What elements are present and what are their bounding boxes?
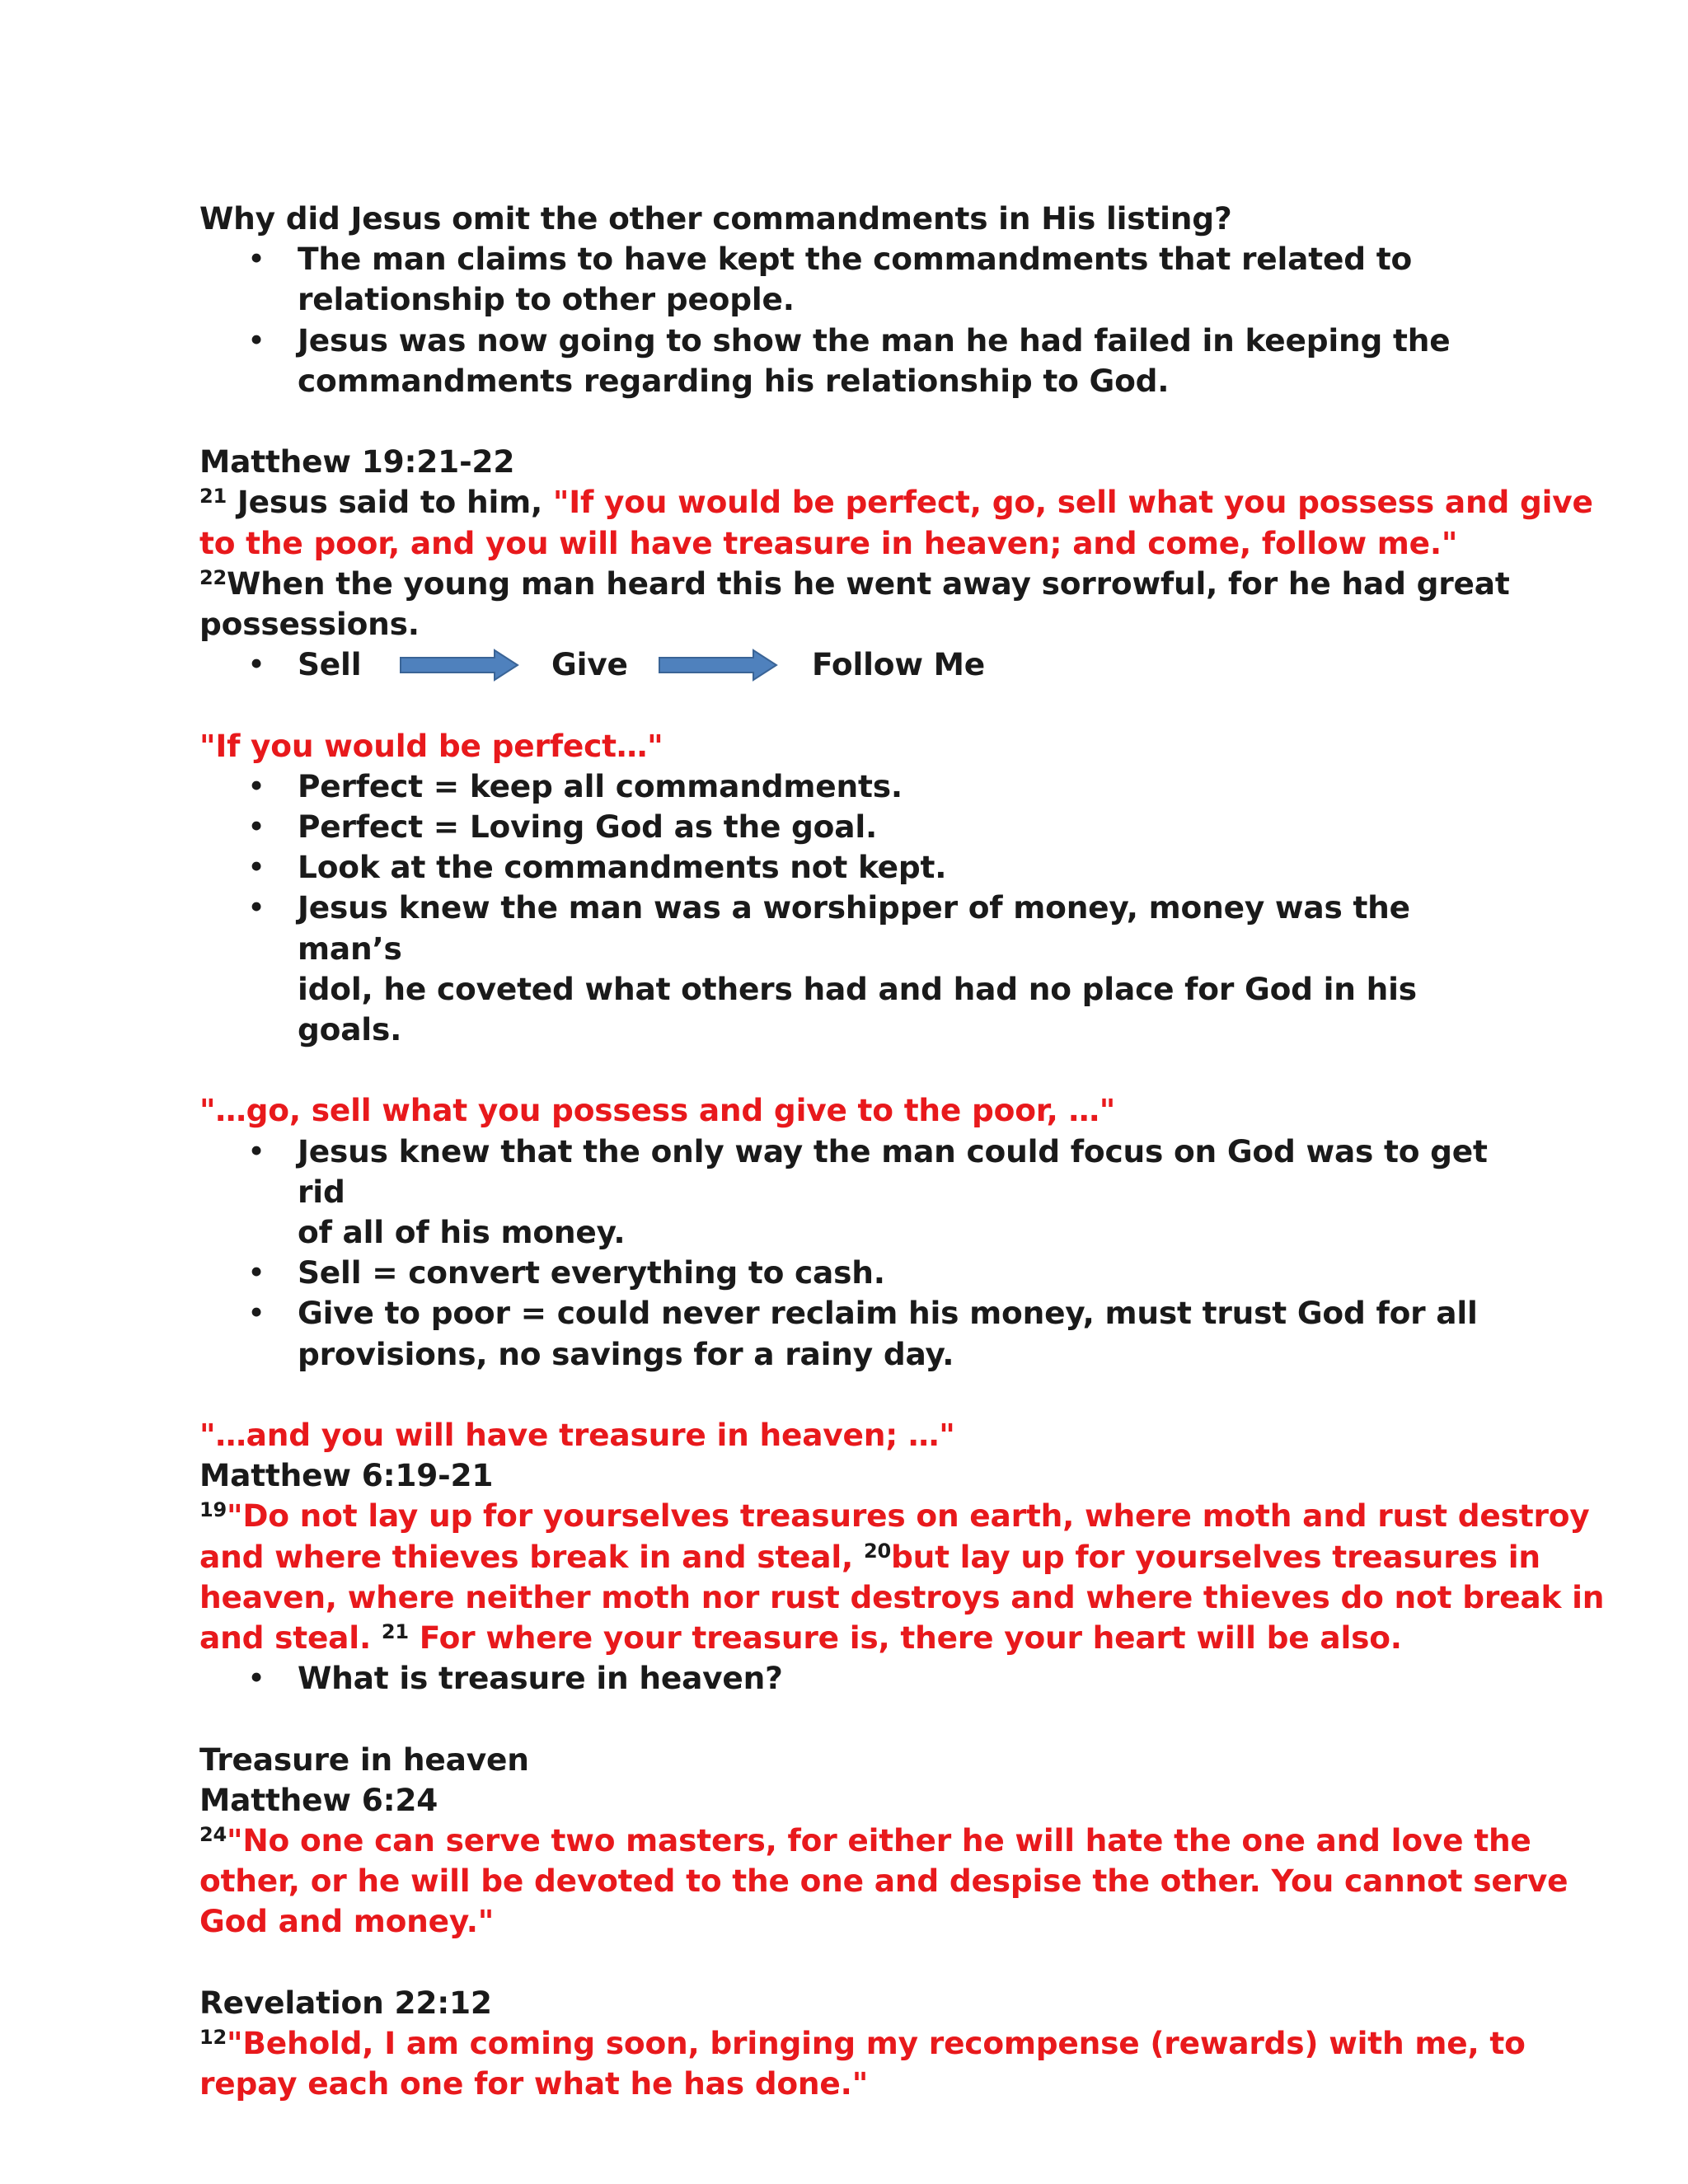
right-arrow-icon [658,649,778,682]
quote-text: repay each one for what he has done." [199,2065,869,2102]
bullet-icon: • [247,849,265,886]
bullet-list [199,1658,1502,1699]
quote-text: but lay up for yourselves treasures in [890,1538,1540,1575]
scripture-reference: Matthew 6:19-21 [199,1457,494,1494]
scripture-reference: Matthew 6:24 [199,1781,438,1818]
bullet-text: Jesus was now going to show the man he had failed in keeping the commandments regarding his relationship to God. [298,321,1451,399]
bullet-icon: • [247,1254,265,1291]
verse-line [199,564,1510,604]
bullet-icon: • [247,767,265,804]
quote-heading: "If you would be perfect…" [199,727,663,764]
question-heading: Why did Jesus omit the other commandments in His listing? [199,200,1232,237]
bullet-text: What is treasure in heaven? [298,1660,783,1697]
bullet-icon: • [247,1660,265,1697]
verse-line [199,1618,1502,1658]
quote-text: heaven, where neither moth nor rust destroys and where thieves do not break in [199,1578,1605,1615]
list-item [199,239,1502,320]
list-item [199,807,1502,847]
bullet-text: Sell = convert everything to cash. [298,1254,885,1291]
quote-heading: "…go, sell what you possess and give to the poor, …" [199,1092,1116,1129]
flow-step-follow-me: Follow Me [812,646,985,683]
bullet-icon: • [247,321,265,359]
flow-step-sell: Sell [298,646,362,683]
verse-line [199,1821,1531,1861]
bullet-text: Give to poor = could never reclaim his money, must trust God for all provisions, no savings for a rainy day. [298,1295,1478,1372]
bullet-icon: • [247,646,265,683]
quote-text: to the poor, and you will have treasure in heaven; and come, follow me." [199,524,1458,561]
list-item [199,1253,1502,1293]
verse-number: 20 [863,1539,891,1563]
flow-step-give: Give [551,646,628,683]
document-body [199,199,1605,2104]
quote-text: and where thieves break in and steal, [199,1538,854,1575]
bullet-text: Jesus knew the man was a worshipper of money, money was the man’s idol, he coveted what others had and had no place for God in his goals. [298,889,1417,1048]
quote-text: "No one can serve two masters, for either he will hate the one and love the [227,1822,1531,1859]
bullet-list [199,1132,1502,1375]
bullet-icon: • [247,241,265,278]
list-item [199,847,1502,888]
bullet-icon: • [247,889,265,926]
bullet-list [199,766,1502,1050]
bullet-text: Perfect = keep all commandments. [298,767,903,804]
bullet-text: Look at the commandments not kept. [298,849,947,886]
bullet-text: Perfect = Loving God as the goal. [298,808,878,845]
verse-number: 19 [199,1498,227,1522]
scripture-reference: Revelation 22:12 [199,1984,492,2021]
verse-number: 21 [199,485,227,509]
verse-number: 12 [199,2026,227,2050]
bullet-text: Jesus knew that the only way the man could focus on God was to get rid of all of his money. [298,1132,1488,1251]
list-item [199,1658,1502,1699]
verse-number: 21 [381,1620,409,1644]
bullet-icon: • [247,1295,265,1332]
quote-text: For where your treasure is, there your heart will be also. [419,1619,1402,1657]
list-item [199,321,1502,401]
sell-give-follow-flow [199,644,1502,685]
bullet-icon: • [247,1132,265,1169]
quote-text: God and money." [199,1903,495,1940]
quote-heading: "…and you will have treasure in heaven; …" [199,1417,955,1454]
verse-line [199,2023,1526,2064]
list-item [199,1132,1502,1254]
verse-text: When the young man heard this he went away sorrowful, for he had great [227,565,1510,602]
section-heading: Treasure in heaven [199,1741,529,1778]
verse-line [199,1496,1590,1536]
verse-number: 24 [199,1823,227,1847]
quote-text: and steal. [199,1619,371,1657]
scripture-reference: Matthew 19:21-22 [199,443,515,480]
bullet-icon: • [247,808,265,845]
bullet-list [199,239,1502,401]
verse-lead-text: Jesus said to him, [237,484,543,521]
quote-text: "If you would be perfect, go, sell what you possess and give [552,484,1593,521]
list-item [199,766,1502,807]
list-item [199,1293,1502,1374]
list-item [199,888,1502,1050]
verse-line [199,482,1593,523]
right-arrow-icon [399,649,519,682]
bullet-text: The man claims to have kept the commandments that related to relationship to other people. [298,241,1413,318]
verse-line [199,1537,1540,1577]
quote-text: "Do not lay up for yourselves treasures on earth, where moth and rust destroy [227,1497,1590,1535]
verse-text: possessions. [199,606,420,643]
quote-text: "Behold, I am coming soon, bringing my recompense (rewards) with me, to [227,2025,1526,2062]
verse-number: 22 [199,565,227,589]
quote-text: other, or he will be devoted to the one and despise the other. You cannot serve [199,1863,1568,1900]
